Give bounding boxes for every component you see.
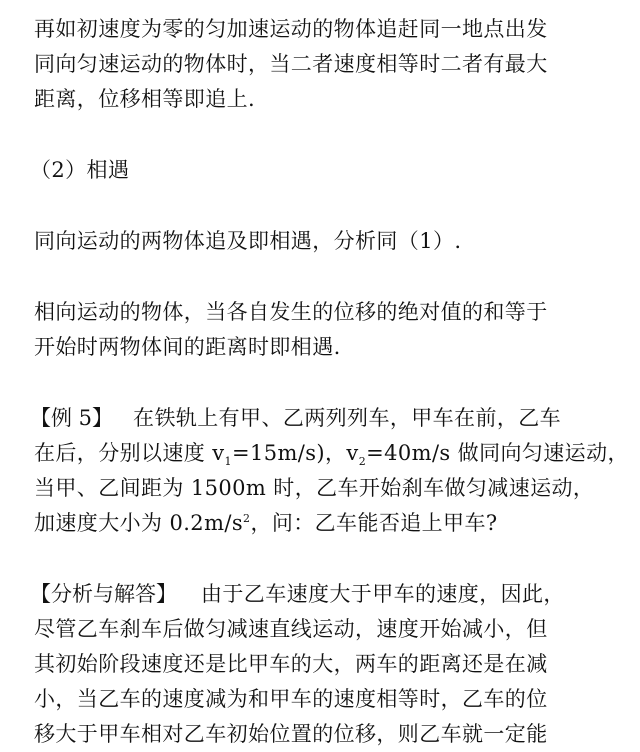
example-text: 在铁轨上有甲、乙两列列车，甲车在前，乙车 bbox=[133, 406, 562, 430]
analysis-answer bbox=[30, 577, 620, 752]
example-text: =40m/s 做同向匀速运动， bbox=[366, 441, 629, 465]
text-line bbox=[30, 577, 620, 612]
paragraph-opposite-direction bbox=[34, 295, 620, 365]
text-line bbox=[30, 401, 620, 436]
text-line: 移大于甲车相对乙车初始位置的位移，则乙车就一定能 bbox=[34, 722, 548, 746]
text-line: 小，当乙车的速度减为和甲车的速度相等时，乙车的位 bbox=[34, 687, 548, 711]
section-heading-meet bbox=[30, 153, 620, 188]
text-line: 开始时两物体间的距离时即相遇. bbox=[34, 335, 341, 359]
text-line: 再如初速度为零的匀加速运动的物体追赶同一地点出发 bbox=[34, 17, 548, 41]
example-text: 加速度大小为 0.2m/s bbox=[34, 511, 244, 535]
text-line: 相向运动的物体，当各自发生的位移的绝对值的和等于 bbox=[34, 300, 548, 324]
example-5 bbox=[30, 401, 629, 541]
paragraph-chase bbox=[34, 12, 620, 117]
example-text: ，问：乙车能否追上甲车? bbox=[250, 511, 498, 535]
superscript: 2 bbox=[243, 512, 251, 525]
paragraph-same-direction bbox=[34, 224, 620, 259]
answer-tag: 【分析与解答】 bbox=[30, 582, 177, 606]
example-text: =15m/s)，v bbox=[231, 441, 359, 465]
example-text: 在后，分别以速度 v bbox=[34, 441, 225, 465]
text-line: 尽管乙车刹车后做匀减速直线运动，速度开始减小，但 bbox=[34, 617, 548, 641]
text-line bbox=[34, 506, 620, 541]
text-line: 当甲、乙间距为 1500m 时，乙车开始刹车做匀减速运动， bbox=[34, 476, 595, 500]
example-tag: 【例 5】 bbox=[30, 406, 114, 430]
text-line: 同向运动的两物体追及即相遇，分析同（1）. bbox=[34, 229, 462, 253]
text-line: 其初始阶段速度还是比甲车的大，两车的距离还是在减 bbox=[34, 652, 548, 676]
subscript: 2 bbox=[358, 455, 367, 469]
text-line bbox=[34, 436, 629, 471]
text-line: 同向匀速运动的物体时，当二者速度相等时二者有最大 bbox=[34, 52, 548, 76]
subscript: 1 bbox=[224, 455, 232, 469]
section-heading: （2）相遇 bbox=[30, 158, 130, 182]
text-line: 距离，位移相等即追上. bbox=[34, 87, 256, 111]
answer-text: 由于乙车速度大于甲车的速度，因此， bbox=[201, 582, 565, 606]
